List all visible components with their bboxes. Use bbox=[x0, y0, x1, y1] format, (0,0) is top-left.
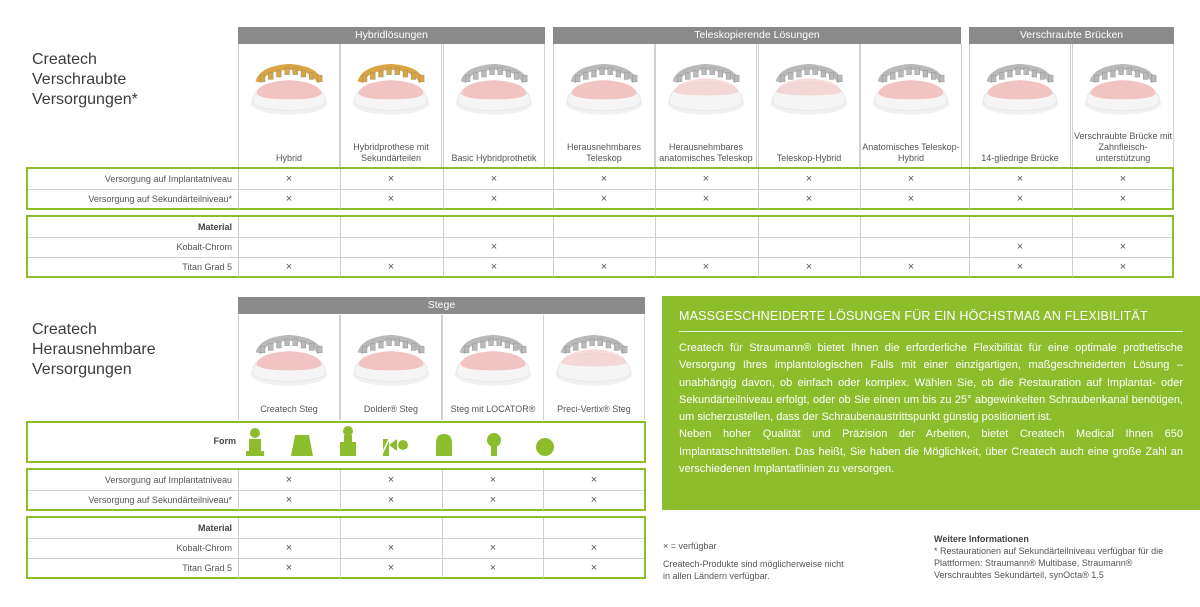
availability-mark: × bbox=[490, 193, 498, 205]
product-column bbox=[340, 315, 442, 420]
product-label: Hybrid bbox=[275, 153, 302, 163]
row-label: Titan Grad 5 bbox=[182, 563, 232, 573]
product-image bbox=[759, 44, 859, 128]
section1-level-table bbox=[26, 167, 1174, 210]
grid-line bbox=[238, 237, 239, 257]
group-header-stege: Stege bbox=[238, 297, 645, 314]
grid-line bbox=[1072, 217, 1073, 237]
availability-mark: × bbox=[489, 542, 497, 554]
table-row bbox=[28, 470, 644, 490]
product-column bbox=[758, 44, 860, 167]
product-image bbox=[656, 44, 756, 128]
availability-mark: × bbox=[590, 542, 598, 554]
product-column bbox=[969, 44, 1071, 167]
availability-mark: × bbox=[490, 173, 498, 185]
gold-sec-image bbox=[343, 44, 439, 124]
section2-title-line: Herausnehmbare bbox=[32, 341, 156, 358]
form-trapezoid-icon bbox=[291, 435, 313, 456]
group-header-telescopic: Teleskopierende Lösungen bbox=[553, 27, 961, 44]
product-label: Verschraubte Brücke mit Zahnfleisch-unterstützung bbox=[1073, 131, 1173, 163]
legend-availability-note: Createch-Produkte sind möglicherweise nicht in allen Ländern verfügbar. bbox=[663, 559, 844, 581]
product-label: Createch Steg bbox=[260, 404, 318, 414]
availability-mark: × bbox=[702, 193, 710, 205]
product-image bbox=[444, 44, 544, 128]
table-row bbox=[28, 189, 1172, 209]
grid-line bbox=[340, 217, 341, 237]
product-label: Hybridprothese mit Sekundärteilen bbox=[353, 142, 429, 163]
row-label: Versorgung auf Implantatniveau bbox=[104, 475, 232, 485]
row-label: Versorgung auf Sekundärteilniveau* bbox=[88, 194, 232, 204]
product-column bbox=[553, 44, 655, 167]
availability-mark: × bbox=[387, 562, 395, 574]
availability-mark: × bbox=[490, 241, 498, 253]
product-column bbox=[860, 44, 962, 167]
availability-mark: × bbox=[805, 173, 813, 185]
product-image bbox=[861, 44, 961, 128]
availability-mark: × bbox=[702, 261, 710, 273]
availability-mark: × bbox=[489, 562, 497, 574]
grid-line bbox=[758, 217, 759, 237]
material-title-row bbox=[28, 217, 1172, 237]
availability-mark: × bbox=[600, 193, 608, 205]
material-title-row bbox=[28, 518, 644, 538]
section1-title-line: Versorgungen* bbox=[32, 91, 138, 108]
more-info-title: Weitere Informationen bbox=[934, 534, 1029, 544]
availability-mark: × bbox=[387, 542, 395, 554]
row-label: Versorgung auf Sekundärteilniveau* bbox=[88, 495, 232, 505]
section2-title-line: Versorgungen bbox=[32, 361, 132, 378]
tele-anat-hyb-image bbox=[863, 44, 959, 124]
more-info-text: * Restaurationen auf Sekundärteilniveau verfügbar für die Plattformen: Straumann® Multibase, Straumann® Verschraubtes Sekundärteil, synOcta® 1.5 bbox=[934, 546, 1164, 580]
availability-mark: × bbox=[285, 494, 293, 506]
grid-line bbox=[543, 518, 544, 538]
table-row bbox=[28, 237, 1172, 257]
product-label: Anatomisches Teleskop-Hybrid bbox=[862, 142, 960, 163]
material-title: Material bbox=[197, 523, 232, 533]
availability-mark: × bbox=[590, 562, 598, 574]
section1-title-line: Createch bbox=[32, 51, 97, 68]
availability-mark: × bbox=[1119, 261, 1127, 273]
availability-mark: × bbox=[907, 261, 915, 273]
section2-material-table bbox=[26, 516, 646, 579]
grid-line bbox=[553, 217, 554, 237]
availability-mark: × bbox=[387, 494, 395, 506]
product-label: Basic Hybridprothetik bbox=[451, 153, 537, 163]
product-column bbox=[1072, 44, 1174, 167]
availability-mark: × bbox=[490, 261, 498, 273]
form-circle-icon bbox=[536, 438, 554, 456]
row-label: Versorgung auf Implantatniveau bbox=[104, 174, 232, 184]
product-image bbox=[970, 44, 1070, 128]
bridge-gum-image bbox=[1075, 44, 1171, 124]
availability-mark: × bbox=[907, 193, 915, 205]
product-label: Dolder® Steg bbox=[363, 404, 419, 414]
row-label: Kobalt-Chrom bbox=[176, 543, 232, 553]
section2-level-table bbox=[26, 468, 646, 511]
row-label: Titan Grad 5 bbox=[182, 262, 232, 272]
grid-line bbox=[442, 518, 443, 538]
product-column bbox=[443, 44, 545, 167]
form-icons bbox=[243, 425, 563, 459]
availability-mark: × bbox=[600, 173, 608, 185]
tele-hyb-image bbox=[761, 44, 857, 124]
availability-mark: × bbox=[907, 173, 915, 185]
availability-mark: × bbox=[285, 474, 293, 486]
availability-mark: × bbox=[387, 261, 395, 273]
table-row bbox=[28, 169, 1172, 189]
section1-title bbox=[32, 50, 232, 110]
product-image bbox=[341, 315, 441, 395]
availability-mark: × bbox=[702, 173, 710, 185]
section1-material-table bbox=[26, 215, 1174, 278]
availability-mark: × bbox=[805, 261, 813, 273]
availability-mark: × bbox=[387, 173, 395, 185]
bridge14-image bbox=[972, 44, 1068, 124]
product-label: Teleskop-Hybrid bbox=[776, 153, 842, 163]
availability-mark: × bbox=[1016, 173, 1024, 185]
form-clip-icon bbox=[381, 435, 408, 456]
form-cap-icon bbox=[246, 428, 264, 456]
info-box bbox=[662, 296, 1200, 510]
table-row bbox=[28, 257, 1172, 277]
grid-line bbox=[340, 518, 341, 538]
availability-mark: × bbox=[1119, 241, 1127, 253]
product-column bbox=[442, 315, 544, 420]
gold-hybrid-image bbox=[241, 44, 337, 124]
product-label: Preci-Vertix® Steg bbox=[557, 404, 631, 414]
availability-mark: × bbox=[285, 562, 293, 574]
form-label: Form bbox=[213, 436, 236, 446]
product-column bbox=[543, 315, 645, 420]
product-image bbox=[554, 44, 654, 128]
table-row bbox=[28, 538, 644, 558]
tele-anat-image bbox=[658, 44, 754, 124]
product-column bbox=[238, 44, 340, 167]
basic-image bbox=[446, 44, 542, 124]
availability-mark: × bbox=[489, 474, 497, 486]
info-paragraph-2: Neben hoher Qualität und Präzision der Arbeiten, bietet Createch Medical Ihnen 650 Implantatschnittstellen. Das heißt, Sie haben die Möglichkeit, über Createch auch eine große Zahl an verschiedenen Implantatlinien zu versorgen. bbox=[679, 428, 1183, 476]
availability-mark: × bbox=[1119, 193, 1127, 205]
availability-mark: × bbox=[387, 193, 395, 205]
product-image bbox=[239, 315, 339, 395]
info-divider bbox=[679, 331, 1183, 332]
product-image bbox=[443, 315, 543, 395]
product-image bbox=[239, 44, 339, 128]
availability-mark: × bbox=[1016, 193, 1024, 205]
grid-line bbox=[655, 217, 656, 237]
info-paragraph-1: Createch für Straumann® bietet Ihnen die erforderliche Flexibilität für eine optimale prothetische Versorgung Ihres implantologischen Falls mit einer einzigartigen, maßgeschneiderten Lösung – unabhängig davon, ob einfach oder komplex. Wählen Sie, ob die Restauration auf Implantat- oder Sekundärteilniveau erfolgt, oder ob Sie einen um bis zu 25° abgewinkelten Schraubenkanal benötigen, um sicherzustellen, dass der Schraubenaustrittspunkt günstig positioniert ist. bbox=[679, 342, 1183, 424]
tele-rem-image bbox=[445, 315, 541, 395]
availability-mark: × bbox=[1016, 241, 1024, 253]
product-column bbox=[340, 44, 442, 167]
basic-image bbox=[241, 315, 337, 395]
product-image bbox=[341, 44, 441, 128]
grid-line bbox=[443, 217, 444, 237]
availability-mark: × bbox=[285, 193, 293, 205]
legend-available: × = verfügbar bbox=[663, 541, 717, 551]
availability-mark: × bbox=[387, 474, 395, 486]
product-image bbox=[544, 315, 644, 395]
grid-line bbox=[860, 237, 861, 257]
availability-mark: × bbox=[590, 494, 598, 506]
availability-mark: × bbox=[600, 261, 608, 273]
availability-mark: × bbox=[285, 261, 293, 273]
product-label: Steg mit LOCATOR® bbox=[450, 404, 536, 414]
section2-title bbox=[32, 320, 232, 380]
section2-title-line: Createch bbox=[32, 321, 97, 338]
section2-form-table bbox=[26, 421, 646, 463]
grid-line bbox=[758, 237, 759, 257]
product-label: Herausnehmbares Teleskop bbox=[566, 142, 642, 163]
group-header-hybrid: Hybridlösungen bbox=[238, 27, 545, 44]
availability-mark: × bbox=[1119, 173, 1127, 185]
table-row bbox=[28, 490, 644, 510]
product-label: 14-gliedrige Brücke bbox=[981, 153, 1059, 163]
form-ball-icon bbox=[487, 433, 501, 456]
product-column bbox=[655, 44, 757, 167]
product-column bbox=[238, 315, 340, 420]
availability-mark: × bbox=[805, 193, 813, 205]
section1-title-line: Verschraubte bbox=[32, 71, 127, 88]
grid-line bbox=[238, 217, 239, 237]
row-label: Kobalt-Chrom bbox=[176, 242, 232, 252]
info-heading: MASSGESCHNEIDERTE LÖSUNGEN FÜR EIN HÖCHSTMAß AN FLEXIBILITÄT bbox=[679, 309, 1148, 323]
tele-hyb-image bbox=[546, 315, 642, 395]
product-image bbox=[1073, 44, 1173, 128]
grid-line bbox=[238, 518, 239, 538]
product-label: Herausnehmbares anatomisches Teleskop bbox=[659, 142, 753, 163]
grid-line bbox=[553, 237, 554, 257]
availability-mark: × bbox=[285, 173, 293, 185]
table-row bbox=[28, 558, 644, 578]
availability-mark: × bbox=[1016, 261, 1024, 273]
group-header-bridges: Verschraubte Brücken bbox=[969, 27, 1174, 44]
grid-line bbox=[969, 217, 970, 237]
availability-mark: × bbox=[590, 474, 598, 486]
grid-line bbox=[860, 217, 861, 237]
availability-mark: × bbox=[489, 494, 497, 506]
basic-image bbox=[343, 315, 439, 395]
availability-mark: × bbox=[285, 542, 293, 554]
grid-line bbox=[655, 237, 656, 257]
form-post-icon bbox=[340, 426, 356, 456]
material-title: Material bbox=[197, 222, 232, 232]
form-arch-icon bbox=[436, 434, 452, 456]
grid-line bbox=[340, 237, 341, 257]
tele-rem-image bbox=[556, 44, 652, 124]
